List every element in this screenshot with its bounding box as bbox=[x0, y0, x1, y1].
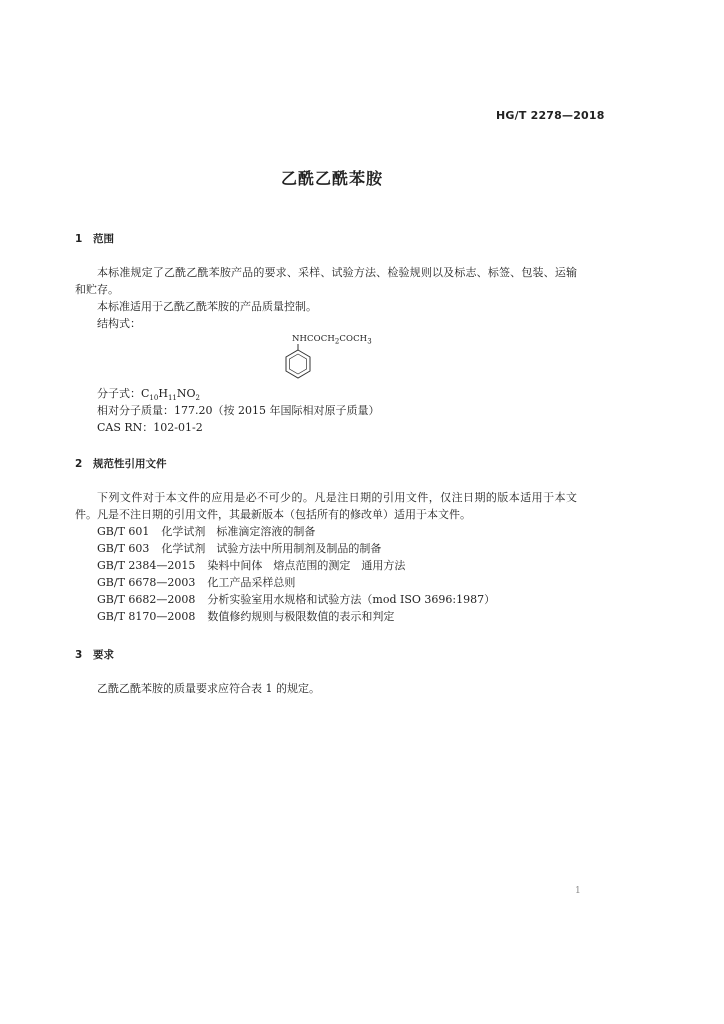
section-number: 2 bbox=[75, 458, 83, 470]
section-2-heading bbox=[75, 456, 167, 471]
reference-row bbox=[97, 591, 495, 608]
reference-name: 染料中间体 熔点范围的测定 通用方法 bbox=[207, 559, 406, 572]
reference-code: GB/T 8170—2008 bbox=[97, 610, 196, 623]
reference-code: GB/T 601 bbox=[97, 525, 150, 538]
section-title: 规范性引用文件 bbox=[93, 458, 167, 470]
reference-code: GB/T 603 bbox=[97, 542, 150, 555]
reference-row bbox=[97, 523, 315, 540]
benzene-ring-icon bbox=[283, 344, 313, 380]
reference-name: 分析实验室用水规格和试验方法（mod ISO 3696:1987） bbox=[207, 593, 496, 606]
reference-code: GB/T 2384—2015 bbox=[97, 559, 196, 572]
molecular-mass: 相对分子质量：177.20（按 2015 年国际相对原子质量） bbox=[97, 404, 380, 417]
section-title: 要求 bbox=[93, 649, 114, 661]
reference-name: 化学试剂 试验方法中所用制剂及制品的制备 bbox=[161, 542, 382, 555]
standard-code: HG/T 2278—2018 bbox=[496, 109, 605, 122]
reference-name: 化工产品采样总则 bbox=[207, 576, 296, 589]
section-3-heading bbox=[75, 647, 114, 662]
cas-number: CAS RN：102-01-2 bbox=[97, 421, 203, 434]
scope-paragraph: 本标准规定了乙酰乙酰苯胺产品的要求、采样、试验方法、检验规则以及标志、标签、包装、运输和贮存。 bbox=[75, 266, 577, 296]
section-number: 3 bbox=[75, 649, 83, 661]
section-1-heading bbox=[75, 231, 114, 246]
reference-row bbox=[97, 557, 405, 574]
requirements-paragraph: 乙酰乙酰苯胺的质量要求应符合表 1 的规定。 bbox=[97, 682, 320, 695]
applicability-paragraph: 本标准适用于乙酰乙酰苯胺的产品质量控制。 bbox=[97, 300, 317, 313]
reference-row bbox=[97, 574, 295, 591]
reference-name: 数值修约规则与极限数值的表示和判定 bbox=[207, 610, 395, 623]
section-number: 1 bbox=[75, 233, 83, 245]
structure-side-chain: $NHCOCH_2COCH_3$ bbox=[292, 334, 372, 346]
reference-row bbox=[97, 540, 381, 557]
reference-code: GB/T 6682—2008 bbox=[97, 593, 196, 606]
document-title: 乙酰乙酰苯胺 bbox=[280, 169, 383, 188]
reference-row bbox=[97, 608, 394, 625]
references-intro: 下列文件对于本文件的应用是必不可少的。凡是注日期的引用文件，仅注日期的版本适用于本文件。凡是不注日期的引用文件，其最新版本（包括所有的修改单）适用于本文件。 bbox=[75, 491, 577, 521]
molecular-formula: 分子式：$C_{10}H_{11}NO_2$ bbox=[97, 387, 200, 403]
section-title: 范围 bbox=[93, 233, 114, 245]
structure-label: 结构式： bbox=[97, 317, 141, 330]
reference-name: 化学试剂 标准滴定溶液的制备 bbox=[161, 525, 316, 538]
reference-code: GB/T 6678—2003 bbox=[97, 576, 196, 589]
page-number: 1 bbox=[575, 886, 581, 896]
